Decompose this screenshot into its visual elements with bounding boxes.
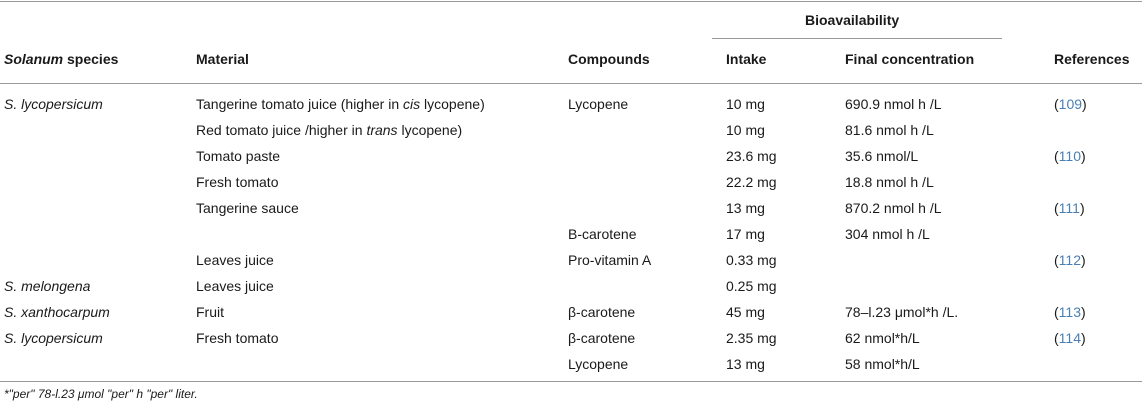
- cell-compound: β-carotene: [568, 330, 636, 346]
- header-compounds: Compounds: [568, 51, 650, 67]
- cell-compound: β-carotene: [568, 304, 636, 320]
- cell-reference: (114): [1054, 330, 1086, 346]
- cell-material: Tangerine tomato juice (higher in cis lycopene): [196, 96, 485, 112]
- cell-final: 58 nmol*h/L: [845, 356, 920, 372]
- table-footnote: *"per" 78-l.23 μmol "per" h "per" liter.: [4, 387, 198, 401]
- cell-species: S. xanthocarpum: [4, 304, 110, 320]
- cell-intake: 0.33 mg: [726, 252, 777, 268]
- cell-intake: 23.6 mg: [726, 148, 777, 164]
- cell-species: S. lycopersicum: [4, 96, 103, 112]
- cell-final: 690.9 nmol h /L: [845, 96, 942, 112]
- cell-intake: 10 mg: [726, 96, 765, 112]
- header-material: Material: [196, 51, 249, 67]
- cell-intake: 0.25 mg: [726, 278, 777, 294]
- cell-final: 62 nmol*h/L: [845, 330, 920, 346]
- cell-final: 870.2 nmol h /L: [845, 200, 942, 216]
- group-rule: [712, 38, 1002, 39]
- reference-link[interactable]: 114: [1058, 330, 1081, 346]
- cell-intake: 2.35 mg: [726, 330, 777, 346]
- bottom-rule: [0, 381, 1142, 382]
- cell-material: Red tomato juice /higher in trans lycopene): [196, 122, 463, 138]
- cell-species: S. lycopersicum: [4, 330, 103, 346]
- cell-material: Fruit: [196, 304, 224, 320]
- cell-compound: Lycopene: [568, 356, 629, 372]
- cell-intake: 22.2 mg: [726, 174, 777, 190]
- cell-material: Leaves juice: [196, 278, 274, 294]
- header-references: References: [1054, 51, 1130, 67]
- cell-intake: 13 mg: [726, 356, 765, 372]
- reference-link[interactable]: 112: [1058, 252, 1081, 268]
- cell-intake: 10 mg: [726, 122, 765, 138]
- header-rule: [0, 83, 1142, 84]
- cell-material: Tangerine sauce: [196, 200, 299, 216]
- header-species-italic: Solanum: [4, 51, 64, 67]
- cell-reference: (110): [1054, 148, 1086, 164]
- cell-intake: 13 mg: [726, 200, 765, 216]
- reference-link[interactable]: 109: [1058, 96, 1083, 112]
- cell-final: 35.6 nmol/L: [845, 148, 919, 164]
- reference-link[interactable]: 113: [1058, 304, 1081, 320]
- header-final-concentration: Final concentration: [845, 51, 975, 67]
- cell-intake: 17 mg: [726, 226, 765, 242]
- reference-link[interactable]: 110: [1058, 148, 1081, 164]
- header-species-rest: species: [63, 51, 119, 67]
- reference-link[interactable]: 111: [1058, 200, 1080, 216]
- cell-compound: Lycopene: [568, 96, 629, 112]
- header-intake: Intake: [726, 51, 767, 67]
- cell-reference: (111): [1054, 200, 1085, 216]
- top-rule: [0, 1, 1142, 2]
- cell-material: Fresh tomato: [196, 330, 279, 346]
- cell-final: 81.6 nmol h /L: [845, 122, 934, 138]
- cell-compound: B-carotene: [568, 226, 637, 242]
- cell-material: Leaves juice: [196, 252, 274, 268]
- cell-reference: (113): [1054, 304, 1086, 320]
- header-bioavailability: Bioavailability: [805, 12, 900, 28]
- header-species: [4, 51, 118, 67]
- cell-final: 18.8 nmol h /L: [845, 174, 934, 190]
- cell-material: Tomato paste: [196, 148, 281, 164]
- cell-reference: (112): [1054, 252, 1086, 268]
- cell-reference: (109): [1054, 96, 1087, 112]
- cell-material: Fresh tomato: [196, 174, 279, 190]
- cell-intake: 45 mg: [726, 304, 765, 320]
- cell-final: 78–l.23 μmol*h /L.: [845, 304, 959, 320]
- cell-final: 304 nmol h /L: [845, 226, 930, 242]
- cell-species: S. melongena: [4, 278, 91, 294]
- cell-compound: Pro-vitamin A: [568, 252, 652, 268]
